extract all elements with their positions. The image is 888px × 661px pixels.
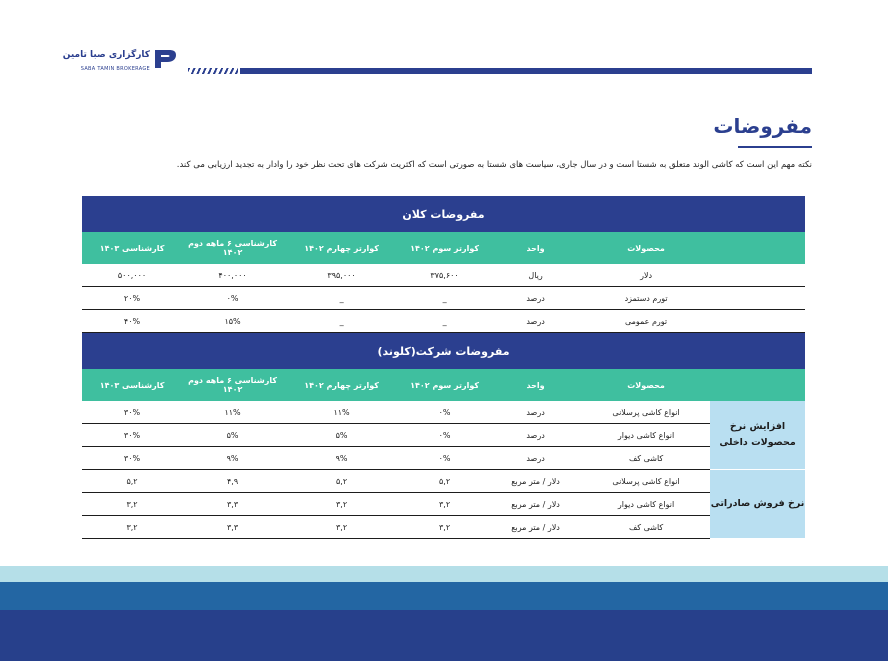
- table-row: [82, 401, 805, 424]
- cell-q4: ۳,۲: [283, 493, 400, 516]
- macro-header-q4: کوارتر چهارم ۱۴۰۲: [283, 232, 400, 264]
- cell-product: انواع کاشی دیوار: [582, 493, 710, 516]
- cell-product: تورم دستمزد: [582, 287, 710, 310]
- cell-h2: ۱۱%: [182, 401, 283, 424]
- cell-q4: ۵,۲: [283, 470, 400, 493]
- cell-h2: ۹%: [182, 447, 283, 470]
- table-row: [82, 493, 805, 516]
- brand-logo-icon: [152, 46, 178, 72]
- cell-product: انواع کاشی پرسلانی: [582, 470, 710, 493]
- title-underline: [738, 146, 812, 148]
- macro-header-1403: کارشناسی ۱۴۰۳: [82, 232, 182, 264]
- cell-q4: ۵%: [283, 424, 400, 447]
- company-header-row: [82, 369, 805, 401]
- cell-1403: ۵,۲: [82, 470, 182, 493]
- cell-h2: ۰%: [182, 287, 283, 310]
- macro-header-unit: واحد: [489, 232, 582, 264]
- header-rule: [240, 68, 812, 74]
- table-row: [82, 424, 805, 447]
- cell-q4: ۳۹۵,۰۰۰: [283, 264, 400, 287]
- cell-unit: درصد: [489, 424, 582, 447]
- company-header-q3: کوارتر سوم ۱۴۰۲: [400, 369, 489, 401]
- cell-1403: ۳۰%: [82, 447, 182, 470]
- company-header-h2: کارشناسی ۶ ماهه دوم ۱۴۰۲: [182, 369, 283, 401]
- footer-band-dark: [0, 610, 888, 661]
- table-row: [82, 310, 805, 333]
- cell-product: انواع کاشی دیوار: [582, 424, 710, 447]
- cell-product: انواع کاشی پرسلانی: [582, 401, 710, 424]
- macro-section-title-row: [82, 196, 805, 232]
- company-header-q4: کوارتر چهارم ۱۴۰۲: [283, 369, 400, 401]
- cell-unit: ریال: [489, 264, 582, 287]
- cell-h2: ۱۵%: [182, 310, 283, 333]
- table-row: [82, 287, 805, 310]
- cell-unit: درصد: [489, 447, 582, 470]
- group-label-domestic: افزایش نرخ محصولات داخلی: [710, 401, 805, 470]
- macro-header-product: محصولات: [582, 232, 710, 264]
- cell-unit: درصد: [489, 287, 582, 310]
- footer-band-mid: [0, 582, 888, 610]
- company-header-spacer: [710, 369, 805, 401]
- cell-q3: ۰%: [400, 447, 489, 470]
- cell-1403: ۲۰%: [82, 287, 182, 310]
- cell-h2: ۴۰۰,۰۰۰: [182, 264, 283, 287]
- cell-unit: دلار / متر مربع: [489, 516, 582, 539]
- cell-h2: ۳,۳: [182, 493, 283, 516]
- company-header-1403: کارشناسی ۱۴۰۳: [82, 369, 182, 401]
- row-spacer: [710, 310, 805, 333]
- cell-unit: درصد: [489, 310, 582, 333]
- cell-q4: _: [283, 287, 400, 310]
- cell-product: دلار: [582, 264, 710, 287]
- brand-name-en: SABA TAMIN BROKERAGE: [80, 66, 150, 72]
- cell-1403: ۳,۲: [82, 516, 182, 539]
- macro-header-h2: کارشناسی ۶ ماهه دوم ۱۴۰۲: [182, 232, 283, 264]
- cell-q3: ۳,۲: [400, 493, 489, 516]
- macro-header-spacer: [710, 232, 805, 264]
- cell-q4: _: [283, 310, 400, 333]
- cell-q3: ۳,۲: [400, 516, 489, 539]
- macro-section-title: مفروضات کلان: [82, 196, 805, 232]
- cell-unit: درصد: [489, 401, 582, 424]
- page-title: مفروضات: [713, 114, 812, 138]
- cell-q3: ۰%: [400, 401, 489, 424]
- assumptions-table: [82, 196, 805, 539]
- footer-band-light: [0, 566, 888, 582]
- table-row: [82, 516, 805, 539]
- cell-product: تورم عمومی: [582, 310, 710, 333]
- cell-product: کاشی کف: [582, 516, 710, 539]
- cell-1403: ۳,۲: [82, 493, 182, 516]
- macro-header-q3: کوارتر سوم ۱۴۰۲: [400, 232, 489, 264]
- macro-header-row: [82, 232, 805, 264]
- cell-q3: ۳۷۵,۶۰۰: [400, 264, 489, 287]
- cell-1403: ۳۰%: [82, 424, 182, 447]
- page-note: نکته مهم این است که کاشی الوند متعلق به شستا است و در سال جاری، سیاست های شستا به صورتی است که اکثریت شرکت های تحت نظر خود را وادار به تجدید ارزیابی می کند.: [176, 160, 812, 170]
- cell-1403: ۵۰۰,۰۰۰: [82, 264, 182, 287]
- cell-q3: ۰%: [400, 424, 489, 447]
- group-label-export: نرخ فروش صادراتی: [710, 470, 805, 539]
- cell-q3: _: [400, 310, 489, 333]
- cell-q4: ۹%: [283, 447, 400, 470]
- cell-unit: دلار / متر مربع: [489, 493, 582, 516]
- company-header-product: محصولات: [582, 369, 710, 401]
- cell-q4: ۳,۲: [283, 516, 400, 539]
- table-row: [82, 447, 805, 470]
- company-section-title: مفروضات شرکت(کلوند): [82, 333, 805, 370]
- cell-h2: ۳,۳: [182, 516, 283, 539]
- brand-name-fa: کارگزاری صبا تامین: [62, 50, 150, 60]
- cell-unit: دلار / متر مربع: [489, 470, 582, 493]
- assumptions-table-wrapper: [82, 196, 805, 539]
- table-row: [82, 264, 805, 287]
- table-row: [82, 470, 805, 493]
- cell-h2: ۴,۹: [182, 470, 283, 493]
- cell-q3: _: [400, 287, 489, 310]
- cell-h2: ۵%: [182, 424, 283, 447]
- row-spacer: [710, 264, 805, 287]
- cell-1403: ۴۰%: [82, 310, 182, 333]
- header-hatch: [188, 68, 238, 74]
- cell-q4: ۱۱%: [283, 401, 400, 424]
- row-spacer: [710, 287, 805, 310]
- company-section-title-row: [82, 333, 805, 370]
- cell-product: کاشی کف: [582, 447, 710, 470]
- company-header-unit: واحد: [489, 369, 582, 401]
- cell-q3: ۵,۲: [400, 470, 489, 493]
- cell-1403: ۳۰%: [82, 401, 182, 424]
